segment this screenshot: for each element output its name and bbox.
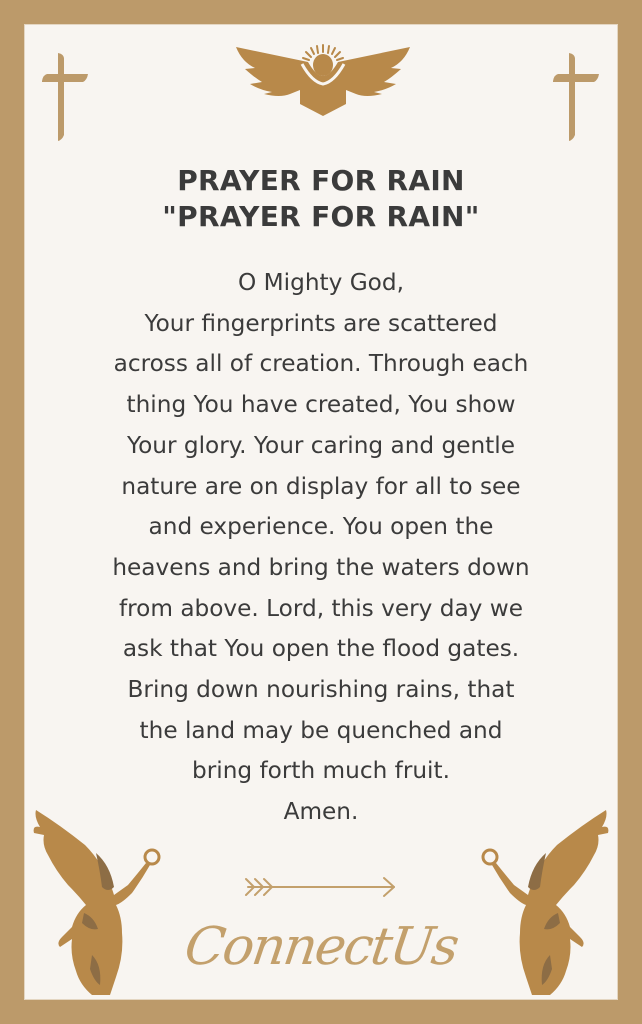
prayer-line: Bring down nourishing rains, that [127, 676, 515, 704]
prayer-title [25, 163, 617, 235]
prayer-line: thing You have created, You show [126, 391, 516, 419]
prayer-line: the land may be quenched and [139, 716, 503, 744]
prayer-line: O Mighty God, [238, 269, 404, 296]
prayer-line: nature are on display for all to see [121, 472, 521, 500]
cross-icon [553, 53, 599, 141]
prayer-line: from above. Lord, this very day we [118, 594, 523, 622]
prayer-closing: Amen. [283, 798, 359, 826]
brand-logo: ConnectUs [181, 917, 461, 977]
prayer-line: Your fingerprints are scattered [144, 309, 498, 337]
prayer-text [25, 263, 617, 833]
cross-icon [42, 53, 88, 141]
prayer-line: and experience. You open the [148, 513, 494, 541]
prayer-line: across all of creation. Through each [113, 350, 529, 378]
prayer-line: heavens and bring the waters down [112, 553, 530, 581]
winged-sun-emblem-icon [236, 42, 410, 116]
title-line-2: "PRAYER FOR RAIN" [162, 200, 480, 233]
title-line-1: PRAYER FOR RAIN [177, 164, 465, 197]
prayer-line: ask that You open the flood gates. [122, 635, 520, 663]
arrow-right-icon [244, 876, 398, 898]
prayer-line: Your glory. Your caring and gentle [127, 431, 515, 459]
prayer-line: bring forth much fruit. [192, 757, 450, 785]
